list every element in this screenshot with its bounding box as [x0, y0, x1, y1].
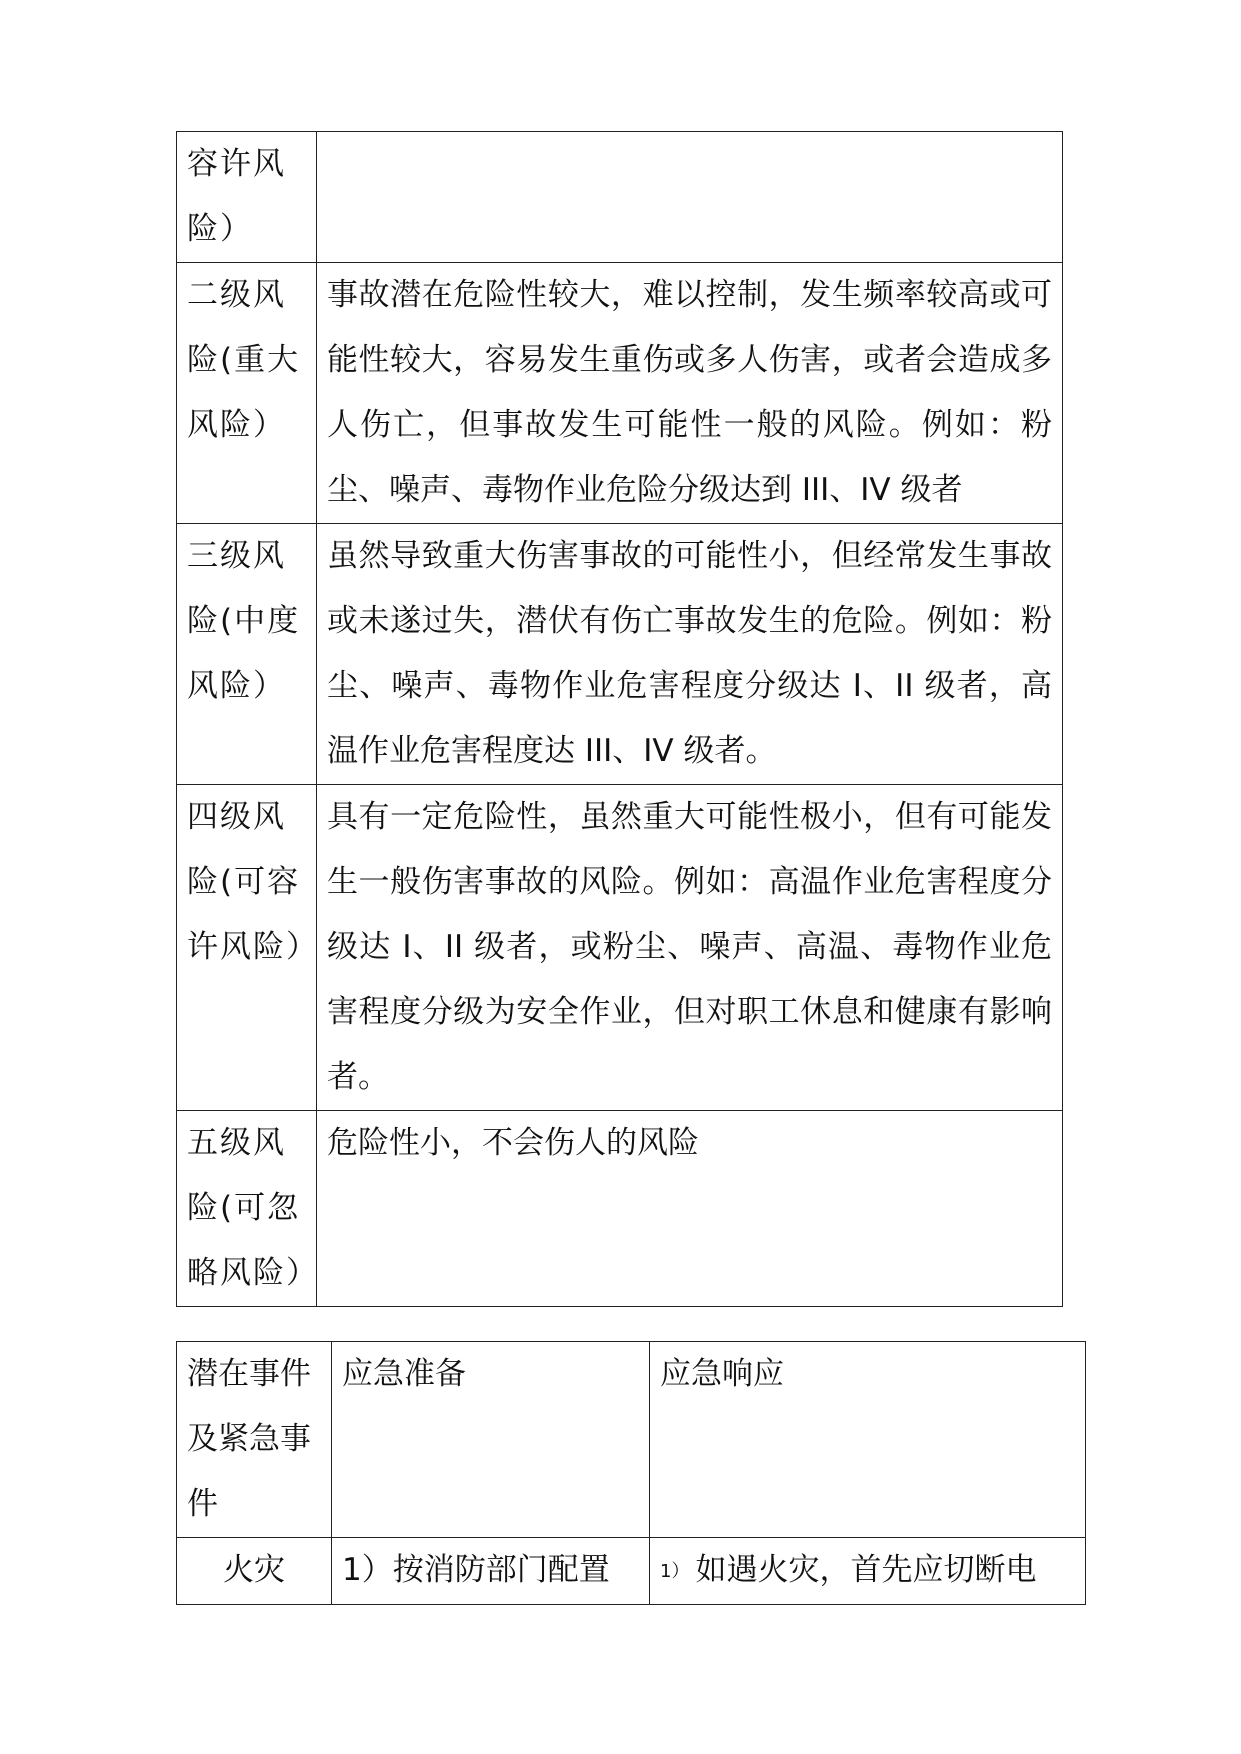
risk-description-cell: 具有一定危险性，虽然重大可能性极小，但有可能发生一般伤害事故的风险。例如：高温作业危害程度分级达 I、II 级者，或粉尘、噪声、高温、毒物作业危害程度分级为安全作业，但对职工休息和健康有影响者。 [317, 785, 1063, 1111]
risk-level-table [176, 131, 1063, 1307]
risk-description-cell: 虽然导致重大伤害事故的可能性小，但经常发生事故或未遂过失，潜伏有伤亡事故发生的危险。例如：粉尘、噪声、毒物作业危害程度分级达 I、II 级者，高温作业危害程度达 III、IV 级者。 [317, 524, 1063, 785]
risk-description-cell: 危险性小，不会伤人的风险 [317, 1111, 1063, 1307]
preparation-cell: 1）按消防部门配置 [332, 1538, 650, 1605]
response-cell [650, 1538, 1086, 1605]
table-row [177, 785, 1063, 1111]
table-header-row [177, 1342, 1086, 1538]
table-row [177, 263, 1063, 524]
event-cell: 火灾 [177, 1538, 332, 1605]
response-number: 1） [660, 1561, 690, 1582]
header-response: 应急响应 [650, 1342, 1086, 1538]
risk-description-cell: 事故潜在危险性较大，难以控制，发生频率较高或可能性较大，容易发生重伤或多人伤害，或者会造成多人伤亡，但事故发生可能性一般的风险。例如：粉尘、噪声、毒物作业危险分级达到 III、IV 级者 [317, 263, 1063, 524]
response-text: 如遇火灾，首先应切断电 [695, 1552, 1037, 1588]
risk-level-cell: 四级风险(可容许风险） [177, 785, 317, 1111]
emergency-table [176, 1341, 1086, 1605]
table-row [177, 1111, 1063, 1307]
risk-description-cell [317, 132, 1063, 263]
header-preparation: 应急准备 [332, 1342, 650, 1538]
header-event: 潜在事件及紧急事件 [177, 1342, 332, 1538]
risk-level-cell: 容许风险） [177, 132, 317, 263]
table-row [177, 132, 1063, 263]
table-row [177, 1538, 1086, 1605]
risk-level-cell: 五级风险(可忽略风险） [177, 1111, 317, 1307]
risk-level-cell: 三级风险(中度风险） [177, 524, 317, 785]
table-row [177, 524, 1063, 785]
risk-level-cell: 二级风险(重大风险） [177, 263, 317, 524]
